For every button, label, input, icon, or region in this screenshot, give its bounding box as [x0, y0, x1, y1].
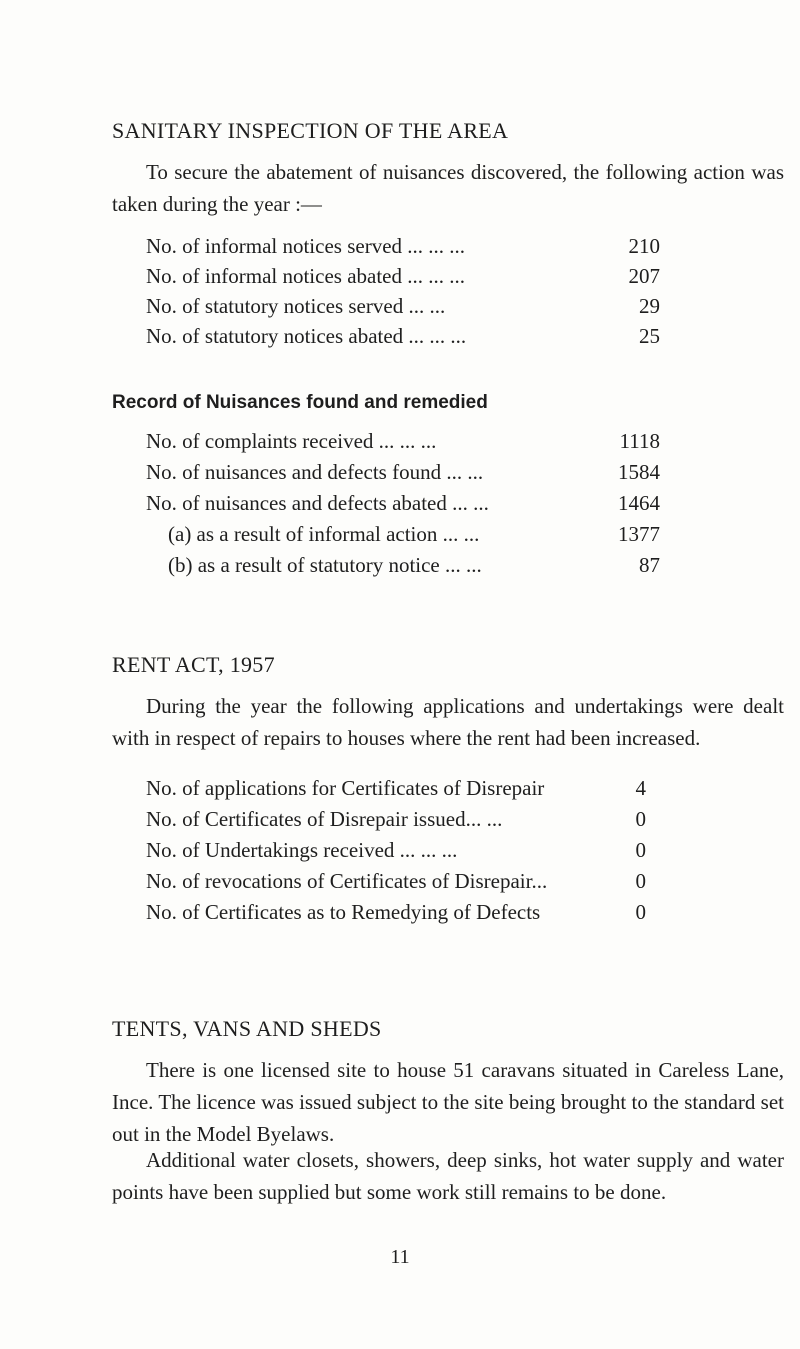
row-value: 1118: [619, 429, 660, 453]
rent-intro-text: During the year the following applications and undertakings were dealt with in respect of repairs to houses where the rent had been increased.: [112, 694, 784, 750]
sanitary-intro-text: To secure the abatement of nuisances discovered, the following action was taken during the year :—: [112, 160, 784, 216]
row-label: No. of informal notices abated ... ... ...: [146, 264, 465, 288]
row-value: 29: [639, 294, 660, 318]
row-value: 207: [628, 264, 660, 288]
row-value: 0: [635, 900, 646, 924]
row-label: No. of complaints received ... ... ...: [146, 429, 437, 453]
row-label: No. of nuisances and defects found ... ...: [146, 460, 484, 484]
row-label: No. of revocations of Certificates of Disrepair...: [146, 869, 548, 893]
section-heading-sanitary: SANITARY INSPECTION OF THE AREA: [112, 118, 509, 143]
row-value: 210: [628, 234, 660, 258]
row-label: No. of Undertakings received ... ... ...: [146, 838, 458, 862]
row-label: No. of statutory notices served ... ...: [146, 294, 446, 318]
section-heading-nuisances: Record of Nuisances found and remedied: [112, 392, 488, 413]
tents-paragraph-2: [112, 1144, 784, 1208]
tents-paragraph-1: [112, 1054, 784, 1150]
row-label: No. of nuisances and defects abated ... ...: [146, 491, 489, 515]
sanitary-intro: [112, 156, 784, 220]
row-label: No. of Certificates as to Remedying of Defects: [146, 900, 541, 924]
rent-intro: [112, 690, 784, 754]
row-label: No. of Certificates of Disrepair issued... ...: [146, 807, 503, 831]
row-value: 1377: [618, 522, 660, 546]
row-value: 25: [639, 324, 660, 348]
section-heading-rent-act: RENT ACT, 1957: [112, 652, 275, 677]
row-label: (a) as a result of informal action ... ...: [168, 522, 480, 546]
tents-paragraph-1-text: There is one licensed site to house 51 caravans situated in Careless Lane, Ince. The licence was issued subject to the site being brought to the standard set out in the Model Byelaws.: [112, 1058, 784, 1146]
row-label: No. of informal notices served ... ... ...: [146, 234, 466, 258]
page-number: 11: [390, 1246, 410, 1268]
row-value: 1464: [618, 491, 660, 515]
row-value: 87: [639, 553, 660, 577]
row-value: 0: [635, 869, 646, 893]
row-label: No. of statutory notices abated ... ... ...: [146, 324, 467, 348]
row-value: 1584: [618, 460, 660, 484]
section-heading-tents: TENTS, VANS AND SHEDS: [112, 1016, 382, 1041]
row-label: (b) as a result of statutory notice ... ...: [168, 553, 482, 577]
row-label: No. of applications for Certificates of Disrepair: [146, 776, 545, 800]
tents-paragraph-2-text: Additional water closets, showers, deep sinks, hot water supply and water points have been supplied but some work still remains to be done.: [112, 1148, 784, 1204]
row-value: 4: [635, 776, 646, 800]
row-value: 0: [635, 807, 646, 831]
row-value: 0: [635, 838, 646, 862]
